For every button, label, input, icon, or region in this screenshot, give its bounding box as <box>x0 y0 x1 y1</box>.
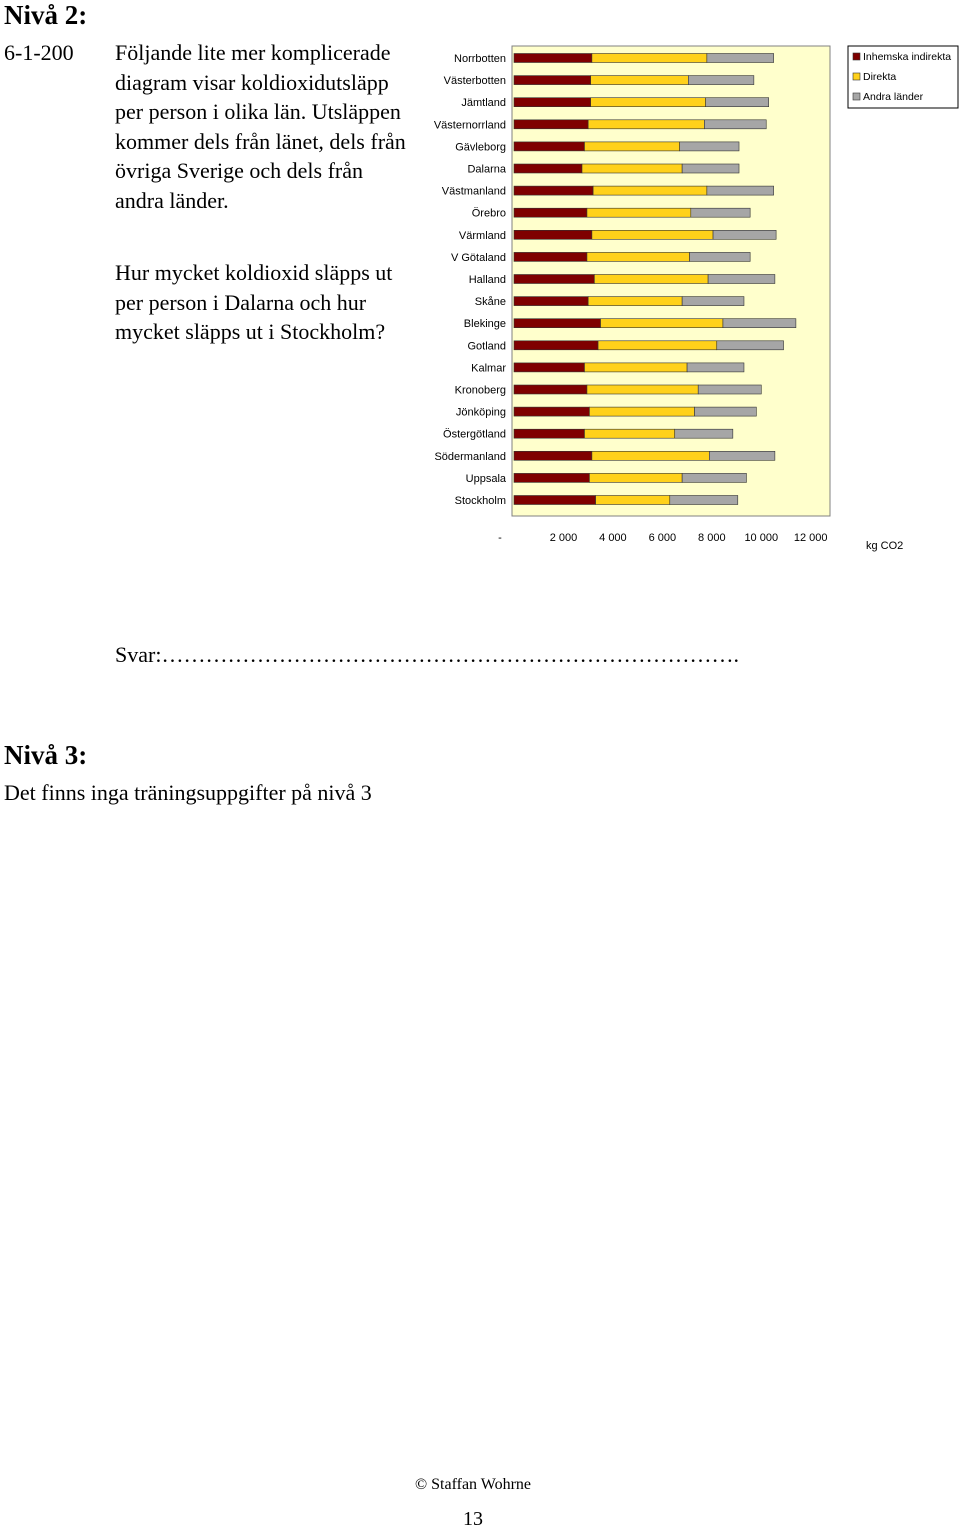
co2-emissions-chart <box>420 36 960 556</box>
bar-v-götaland-series-2 <box>587 252 690 261</box>
bar-gotland-series-1 <box>514 341 598 350</box>
bar-blekinge-series-1 <box>514 319 601 328</box>
legend <box>848 46 958 108</box>
task-paragraph-intro: Följande lite mer komplicerade diagram visar koldioxidutsläpp per person i olika län. Utsläppen kommer dels från länet, dels från övriga Sverige och dels från andra länder. <box>115 40 406 213</box>
bar-västerbotten-series-1 <box>514 76 591 85</box>
bar-västernorrland-series-2 <box>588 120 704 129</box>
bar-östergötland-series-1 <box>514 429 584 438</box>
bar-västerbotten-series-2 <box>591 76 689 85</box>
x-tick-label: 2 000 <box>549 532 578 544</box>
task-paragraph-question: Hur mycket koldioxid släpps ut per person i Dalarna och hur mycket släpps ut i Stockholm? <box>115 260 393 344</box>
bar-dalarna-series-2 <box>582 164 682 173</box>
x-tick-labels <box>498 532 827 544</box>
bar-stockholm-series-1 <box>514 496 596 505</box>
bar-värmland-series-2 <box>592 230 713 239</box>
category-label: Östergötland <box>443 428 506 441</box>
bar-norrbotten-series-2 <box>592 54 707 63</box>
bar-kronoberg-series-1 <box>514 385 587 394</box>
bar-västernorrland-series-1 <box>514 120 588 129</box>
bar-örebro-series-3 <box>691 208 750 217</box>
x-tick-label: 4 000 <box>599 532 627 544</box>
category-label: Uppsala <box>465 472 506 485</box>
bar-örebro-series-1 <box>514 208 587 217</box>
bar-västmanland-series-2 <box>593 186 707 195</box>
category-label: Södermanland <box>434 450 506 463</box>
x-tick-label: - <box>498 532 502 544</box>
bar-jämtland-series-3 <box>706 98 769 107</box>
x-tick-label: 12 000 <box>793 532 828 544</box>
bar-gotland-series-3 <box>717 341 784 350</box>
bar-skåne-series-1 <box>514 297 588 306</box>
bar-v-götaland-series-3 <box>690 252 751 261</box>
bar-skåne-series-2 <box>588 297 682 306</box>
category-label: Örebro <box>471 207 506 220</box>
bar-jönköping-series-2 <box>589 407 694 416</box>
category-label: V Götaland <box>450 251 506 264</box>
bar-kalmar-series-3 <box>687 363 744 372</box>
bar-gävleborg-series-3 <box>680 142 739 151</box>
page-number: 13 <box>463 1508 483 1530</box>
bar-skåne-series-3 <box>682 297 744 306</box>
bar-västerbotten-series-3 <box>688 76 754 85</box>
level3-heading: Nivå 3: <box>4 740 88 770</box>
bar-uppsala-series-1 <box>514 473 589 482</box>
bar-halland-series-1 <box>514 275 594 284</box>
bar-stockholm-series-2 <box>596 496 670 505</box>
bar-östergötland-series-3 <box>675 429 733 438</box>
x-tick-label: 6 000 <box>648 532 677 544</box>
bar-uppsala-series-2 <box>589 473 682 482</box>
bar-örebro-series-2 <box>587 208 691 217</box>
category-label: Jönköping <box>455 406 506 419</box>
category-label: Blekinge <box>463 318 506 331</box>
x-unit-label: kg CO2 <box>866 540 904 552</box>
legend-swatch <box>853 73 860 80</box>
category-label: Skåne <box>474 296 506 309</box>
bar-norrbotten-series-1 <box>514 54 592 63</box>
category-label: Västmanland <box>441 185 506 198</box>
category-label: Gotland <box>467 340 506 353</box>
bar-jämtland-series-2 <box>591 98 706 107</box>
bar-kalmar-series-1 <box>514 363 584 372</box>
bar-halland-series-2 <box>594 275 708 284</box>
category-label: Västernorrland <box>433 119 506 132</box>
bar-blekinge-series-2 <box>601 319 723 328</box>
bar-västmanland-series-1 <box>514 186 593 195</box>
bar-dalarna-series-3 <box>682 164 739 173</box>
category-label: Gävleborg <box>455 141 506 154</box>
answer-line[interactable]: Svar:……………………………………………………………………. <box>115 642 739 667</box>
bar-blekinge-series-3 <box>723 319 796 328</box>
bar-värmland-series-1 <box>514 230 592 239</box>
category-label: Dalarna <box>467 163 506 176</box>
category-labels <box>434 53 507 507</box>
bar-gävleborg-series-2 <box>584 142 679 151</box>
legend-label: Inhemska indirekta <box>863 51 952 63</box>
level3-text: Det finns inga träningsuppgifter på nivå 3 <box>4 780 372 805</box>
bar-uppsala-series-3 <box>682 473 746 482</box>
bar-gotland-series-2 <box>598 341 717 350</box>
bar-värmland-series-3 <box>713 230 776 239</box>
bar-jönköping-series-1 <box>514 407 589 416</box>
bar-östergötland-series-2 <box>584 429 674 438</box>
bar-södermanland-series-3 <box>709 451 775 460</box>
bar-jämtland-series-1 <box>514 98 591 107</box>
legend-label: Andra länder <box>863 91 924 103</box>
legend-swatch <box>853 93 860 100</box>
bar-v-götaland-series-1 <box>514 252 587 261</box>
category-label: Kalmar <box>471 362 506 375</box>
bar-kronoberg-series-2 <box>587 385 698 394</box>
legend-label: Direkta <box>863 71 897 83</box>
bar-dalarna-series-1 <box>514 164 582 173</box>
bar-halland-series-3 <box>708 275 775 284</box>
bar-gävleborg-series-1 <box>514 142 584 151</box>
category-label: Värmland <box>458 229 506 242</box>
category-label: Stockholm <box>454 495 506 507</box>
x-tick-label: 10 000 <box>744 532 779 544</box>
category-label: Norrbotten <box>454 53 506 65</box>
legend-swatch <box>853 53 860 60</box>
category-label: Halland <box>468 274 506 286</box>
level2-heading: Nivå 2: <box>4 0 88 30</box>
bar-södermanland-series-1 <box>514 451 592 460</box>
category-label: Kronoberg <box>454 384 506 397</box>
x-tick-label: 8 000 <box>698 532 726 544</box>
bar-norrbotten-series-3 <box>707 54 774 63</box>
bar-stockholm-series-3 <box>670 496 738 505</box>
bar-västmanland-series-3 <box>707 186 774 195</box>
bar-södermanland-series-2 <box>592 451 709 460</box>
copyright-note: © Staffan Wohrne <box>414 1476 532 1493</box>
category-label: Jämtland <box>461 97 506 110</box>
category-label: Västerbotten <box>443 75 506 88</box>
bar-kronoberg-series-3 <box>698 385 761 394</box>
task-code: 6-1-200 <box>4 40 74 65</box>
bar-jönköping-series-3 <box>695 407 757 416</box>
bar-kalmar-series-2 <box>584 363 687 372</box>
bar-västernorrland-series-3 <box>704 120 766 129</box>
